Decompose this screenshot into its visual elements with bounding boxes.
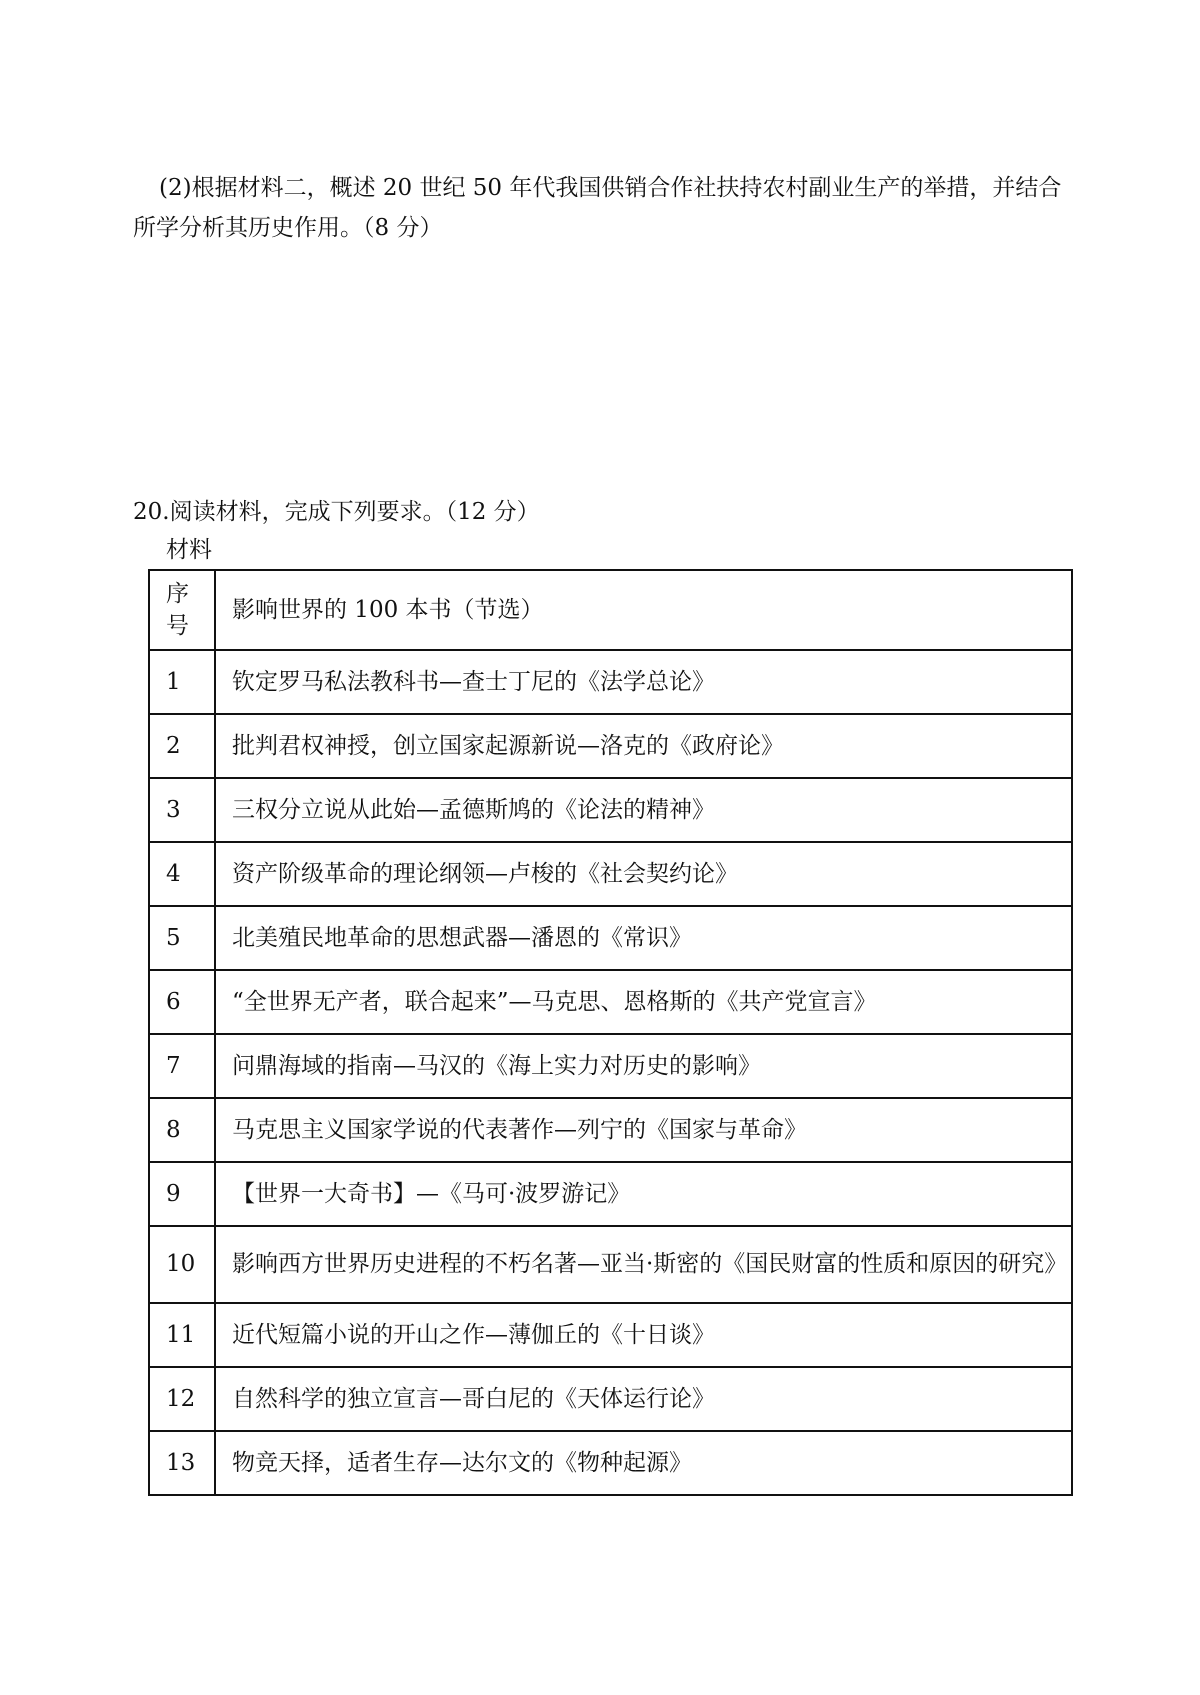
row-content: 资产阶级革命的理论纲领—卢梭的《社会契约论》 xyxy=(215,842,1072,906)
row-num: 3 xyxy=(149,778,215,842)
header-content: 影响世界的 100 本书（节选） xyxy=(215,570,1072,650)
table-row xyxy=(149,1367,1072,1431)
table-row xyxy=(149,842,1072,906)
row-content: 钦定罗马私法教科书—查士丁尼的《法学总论》 xyxy=(215,650,1072,714)
row-content: 自然科学的独立宣言—哥白尼的《天体运行论》 xyxy=(215,1367,1072,1431)
table-row xyxy=(149,1098,1072,1162)
table-row xyxy=(149,1431,1072,1495)
row-num: 9 xyxy=(149,1162,215,1226)
row-content: 近代短篇小说的开山之作—薄伽丘的《十日谈》 xyxy=(215,1303,1072,1367)
row-num: 1 xyxy=(149,650,215,714)
row-content: 批判君权神授，创立国家起源新说—洛克的《政府论》 xyxy=(215,714,1072,778)
row-num: 10 xyxy=(149,1226,215,1303)
row-content: 三权分立说从此始—孟德斯鸠的《论法的精神》 xyxy=(215,778,1072,842)
row-content: 问鼎海域的指南—马汉的《海上实力对历史的影响》 xyxy=(215,1034,1072,1098)
table-row xyxy=(149,970,1072,1034)
row-content: 影响西方世界历史进程的不朽名著—亚当·斯密的《国民财富的性质和原因的研究》 xyxy=(215,1226,1072,1303)
row-content: 【世界一大奇书】—《马可·波罗游记》 xyxy=(215,1162,1072,1226)
row-num: 7 xyxy=(149,1034,215,1098)
table-row xyxy=(149,1226,1072,1303)
row-num: 13 xyxy=(149,1431,215,1495)
header-num: 序号 xyxy=(166,581,189,639)
row-content: 物竞天择，适者生存—达尔文的《物种起源》 xyxy=(215,1431,1072,1495)
row-num: 11 xyxy=(149,1303,215,1367)
table-row xyxy=(149,1034,1072,1098)
table-row xyxy=(149,650,1072,714)
row-num: 12 xyxy=(149,1367,215,1431)
row-num: 4 xyxy=(149,842,215,906)
table-row xyxy=(149,714,1072,778)
table-header-row xyxy=(149,570,1072,650)
row-content: “全世界无产者，联合起来”—马克思、恩格斯的《共产党宣言》 xyxy=(215,970,1072,1034)
material-label: 材料 xyxy=(166,537,212,563)
header-num-cell xyxy=(149,570,215,650)
table-row xyxy=(149,906,1072,970)
row-num: 6 xyxy=(149,970,215,1034)
row-num: 8 xyxy=(149,1098,215,1162)
table-row xyxy=(149,1303,1072,1367)
row-num: 2 xyxy=(149,714,215,778)
books-table xyxy=(148,569,1073,1496)
question19-part2: (2)根据材料二，概述 20 世纪 50 年代我国供销合作社扶持农村副业生产的举措，并结合所学分析其历史作用。（8 分） xyxy=(133,175,1062,241)
question20-title: 20.阅读材料，完成下列要求。（12 分） xyxy=(133,499,540,525)
table-row xyxy=(149,1162,1072,1226)
row-num: 5 xyxy=(149,906,215,970)
row-content: 马克思主义国家学说的代表著作—列宁的《国家与革命》 xyxy=(215,1098,1072,1162)
table-row xyxy=(149,778,1072,842)
row-content: 北美殖民地革命的思想武器—潘恩的《常识》 xyxy=(215,906,1072,970)
